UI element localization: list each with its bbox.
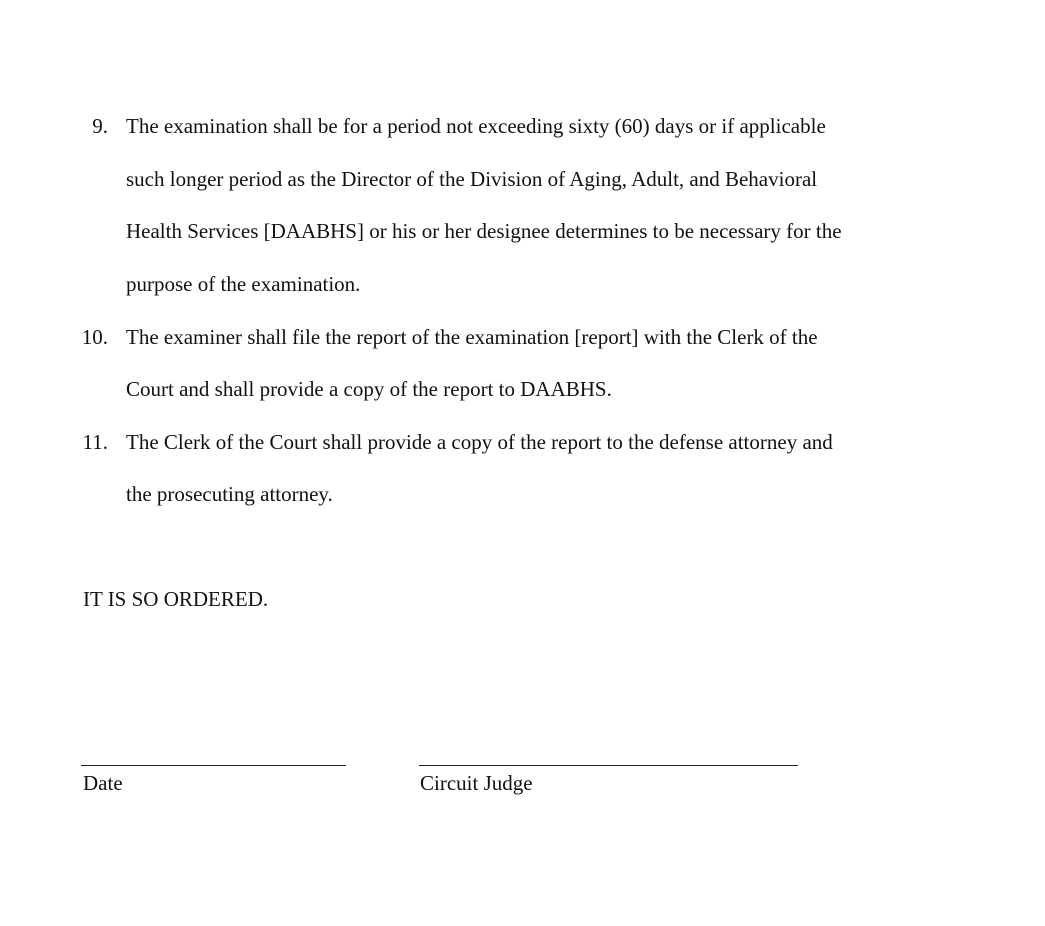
judge-signature-line (419, 765, 798, 766)
date-signature-line (81, 765, 346, 766)
item-line: Health Services [DAABHS] or his or her designee determines to be necessary for the (126, 219, 842, 243)
circuit-judge-label: Circuit Judge (420, 771, 533, 795)
date-label: Date (83, 771, 123, 795)
item-line: The examiner shall file the report of the examination [report] with the Clerk of the (126, 325, 818, 349)
item-number: 9. (92, 114, 108, 138)
item-line: purpose of the examination. (126, 272, 361, 296)
item-number: 10. (81, 325, 108, 349)
item-number: 11. (82, 430, 108, 454)
so-ordered-statement: IT IS SO ORDERED. (83, 587, 269, 611)
item-line: Court and shall provide a copy of the report to DAABHS. (126, 377, 612, 401)
item-line: the prosecuting attorney. (126, 482, 333, 506)
item-line: The examination shall be for a period not exceeding sixty (60) days or if applicable (126, 114, 826, 138)
item-line: such longer period as the Director of the Division of Aging, Adult, and Behavioral (126, 167, 818, 191)
item-line: The Clerk of the Court shall provide a copy of the report to the defense attorney and (126, 430, 833, 454)
